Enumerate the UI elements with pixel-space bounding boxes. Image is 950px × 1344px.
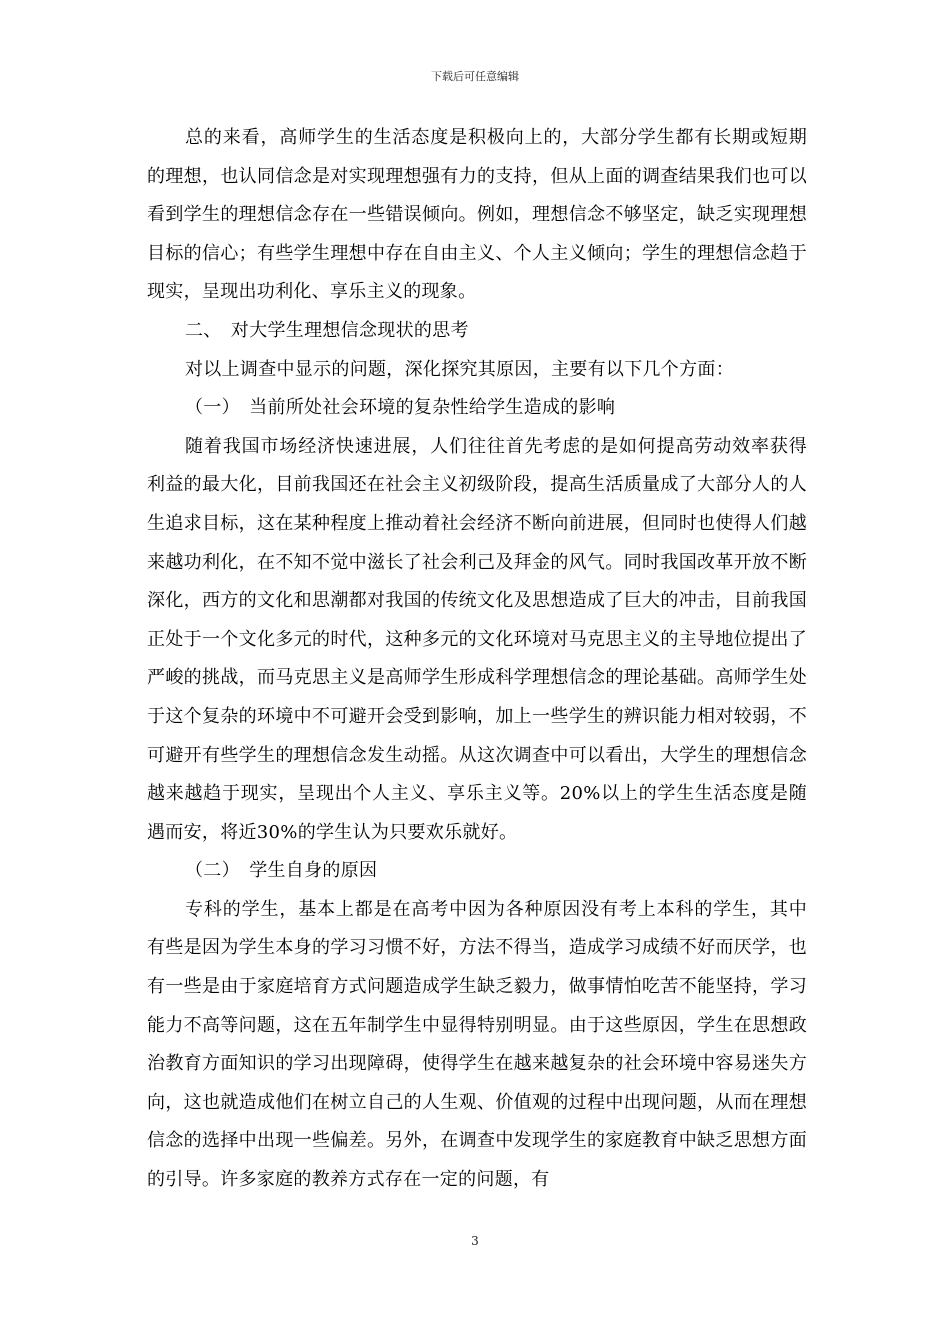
paragraph-student-causes: 专科的学生，基本上都是在高考中因为各种原因没有考上本科的学生，其中有些是因为学生本身的学习习惯不好，方法不得当，造成学习成绩不好而厌学，也有一些是由于家庭培育方式问题造成学生缺乏毅力，做事情怕吃苦不能坚持，学习能力不高等问题，这在五年制学生中显得特别明显。由于这些原因，学生在思想政治教育方面知识的学习出现障碍，使得学生在越来越复杂的社会环境中容易迷失方向，这也就造成他们在树立自己的人生观、价值观的过程中出现问题，从而在理想信念的选择中出现一些偏差。另外，在调查中发现学生的家庭教育中缺乏思想方面的引导。许多家庭的教养方式存在一定的问题，有 — [147, 898, 807, 1191]
paragraph-social-environment: 随着我国市场经济快速进展，人们往往首先考虑的是如何提高劳动效率获得利益的最大化，目前我国还在社会主义初级阶段，提高生活质量成了大部分人的人生追求目标，这在某种程度上推动着社会经济不断向前进展，但同时也使得人们越来越功利化，在不知不觉中滋长了社会利己及拜金的风气。同时我国改革开放不断深化，西方的文化和思潮都对我国的传统文化及思想造成了巨大的冲击，目前我国正处于一个文化多元的时代，这种多元的文化环境对马克思主义的主导地位提出了严峻的挑战，而马克思主义是高师学生形成科学理想信念的理论基础。高师学生处于这个复杂的环境中不可避开会受到影响，加上一些学生的辨识能力相对较弱，不可避开有些学生的理想信念发生动摇。从这次调查中可以看出，大学生的理想信念越来越趋于现实，呈现出个人主义、享乐主义等。20%以上的学生生活态度是随遇而安，将近30%的学生认为只要欢乐就好。 — [147, 435, 807, 843]
document-body — [147, 119, 807, 1200]
page-number: 3 — [471, 1234, 479, 1248]
subsection-heading-2: （二） 学生自身的原因 — [185, 860, 378, 882]
section-heading-2: 二、 对大学生理想信念现状的思考 — [185, 319, 469, 341]
subsection-heading-1: （一） 当前所处社会环境的复杂性给学生造成的影响 — [185, 397, 616, 419]
paragraph-intro: 对以上调查中显示的问题，深化探究其原因，主要有以下几个方面： — [185, 358, 734, 380]
page-header: 下载后可任意编辑 — [431, 70, 519, 83]
paragraph-summary: 总的来看，高师学生的生活态度是积极向上的，大部分学生都有长期或短期的理想，也认同信念是对实现理想强有力的支持，但从上面的调查结果我们也可以看到学生的理想信念存在一些错误倾向。例如，理想信念不够坚定，缺乏实现理想目标的信心；有些学生理想中存在自由主义、个人主义倾向；学生的理想信念趋于现实，呈现出功利化、享乐主义的现象。 — [147, 127, 807, 303]
